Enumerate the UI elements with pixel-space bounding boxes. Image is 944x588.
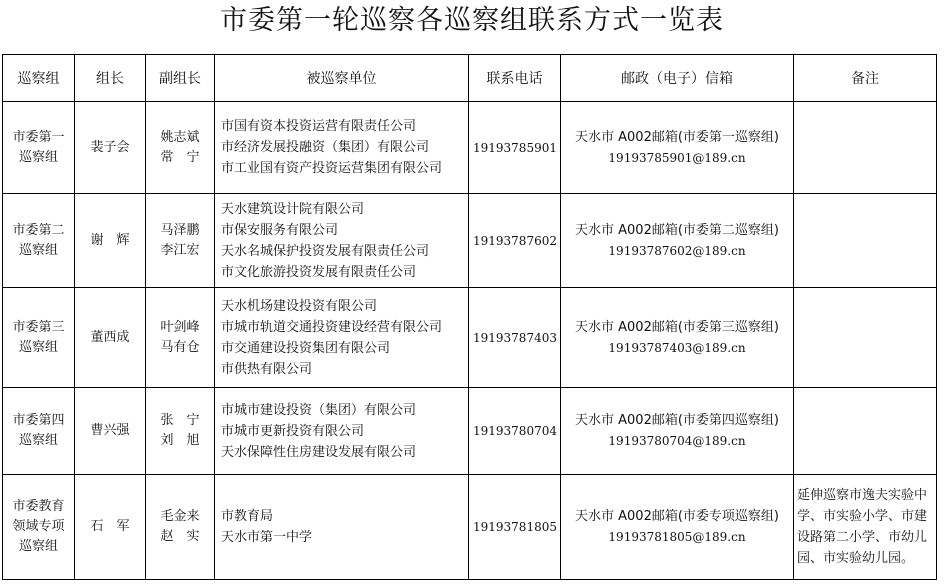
units-cell xyxy=(215,475,469,580)
unit-name: 市城市建设投资（集团）有限公司 xyxy=(221,402,417,418)
deputy-cell xyxy=(146,388,215,475)
notes-cell xyxy=(794,102,937,194)
deputy-cell xyxy=(146,288,215,388)
unit-name: 市城市更新投资有限公司 xyxy=(221,423,365,439)
leader-cell: 裴子会 xyxy=(75,102,146,194)
mail-post: 天水市 A002邮箱(市委第四巡察组) xyxy=(575,413,779,428)
deputy-name: 赵 实 xyxy=(160,529,200,544)
group-name-line: 市委第二 xyxy=(12,222,65,238)
deputy-name: 常 宁 xyxy=(160,149,200,165)
group-name-line: 领域专项 xyxy=(12,519,65,534)
header-notes: 备注 xyxy=(794,55,937,102)
group-name-line: 市委教育 xyxy=(12,499,65,514)
units-cell xyxy=(215,194,469,288)
group-cell xyxy=(3,288,75,388)
unit-name: 天水机场建设投资有限公司 xyxy=(221,298,378,314)
deputy-name: 毛金来 xyxy=(160,509,200,524)
unit-name: 市供热有限公司 xyxy=(221,361,313,377)
table-row xyxy=(3,475,937,580)
group-name-line: 巡察组 xyxy=(18,339,58,355)
unit-name: 市城市轨道交通投资建设经营有限公司 xyxy=(221,319,443,335)
table-row xyxy=(3,102,937,194)
unit-name: 市教育局 xyxy=(221,509,274,524)
phone-cell: 19193787403 xyxy=(469,288,561,388)
mail-cell xyxy=(561,475,794,580)
phone-cell: 19193787602 xyxy=(469,194,561,288)
notes-cell xyxy=(794,194,937,288)
group-name-line: 巡察组 xyxy=(18,539,58,554)
leader-cell: 曹兴强 xyxy=(75,388,146,475)
contact-table xyxy=(2,54,937,580)
phone-cell: 19193780704 xyxy=(469,388,561,475)
notes-cell xyxy=(794,288,937,388)
unit-name: 天水市第一中学 xyxy=(221,530,313,545)
mail-cell xyxy=(561,388,794,475)
group-name-line: 市委第三 xyxy=(12,319,65,335)
header-leader: 组长 xyxy=(75,55,146,102)
header-phone: 联系电话 xyxy=(469,55,561,102)
table-row xyxy=(3,194,937,288)
units-cell xyxy=(215,388,469,475)
group-cell xyxy=(3,475,75,580)
mail-post: 天水市 A002邮箱(市委第二巡察组) xyxy=(575,222,779,238)
mail-post: 天水市 A002邮箱(市委第三巡察组) xyxy=(575,319,779,335)
header-mail: 邮政（电子）信箱 xyxy=(561,55,794,102)
deputy-name: 马有仓 xyxy=(160,339,200,355)
table-row xyxy=(3,288,937,388)
deputy-name: 张 宁 xyxy=(160,413,200,428)
deputy-name: 马泽鹏 xyxy=(160,222,200,238)
unit-name: 市交通建设投资集团有限公司 xyxy=(221,340,391,356)
units-cell xyxy=(215,288,469,388)
mail-email: 19193787602@189.cn xyxy=(608,243,746,258)
group-cell xyxy=(3,194,75,288)
unit-name: 天水保障性住房建设发展有限公司 xyxy=(221,444,417,460)
deputy-cell xyxy=(146,102,215,194)
group-cell xyxy=(3,102,75,194)
deputy-name: 刘 旭 xyxy=(160,433,200,448)
header-deputy: 副组长 xyxy=(146,55,215,102)
deputy-cell xyxy=(146,194,215,288)
unit-name: 市保安服务有限公司 xyxy=(221,222,339,238)
mail-email: 19193787403@189.cn xyxy=(608,340,746,355)
deputy-name: 叶剑峰 xyxy=(160,319,200,335)
leader-cell: 董西成 xyxy=(75,288,146,388)
deputy-cell xyxy=(146,475,215,580)
unit-name: 天水建筑设计院有限公司 xyxy=(221,201,365,217)
group-name-line: 巡察组 xyxy=(18,242,58,258)
group-name-line: 市委第一 xyxy=(12,129,65,145)
mail-cell xyxy=(561,194,794,288)
notes-cell: 延伸巡察市逸夫实验中学、市实验小学、市建设路第二小学、市幼儿园、市实验幼儿园。 xyxy=(794,475,937,580)
mail-post: 天水市 A002邮箱(市委专项巡察组) xyxy=(575,509,779,524)
phone-cell: 19193781805 xyxy=(469,475,561,580)
mail-email: 19193785901@189.cn xyxy=(608,150,746,165)
deputy-name: 姚志斌 xyxy=(160,129,200,145)
header-group: 巡察组 xyxy=(3,55,75,102)
unit-name: 天水名城保护投资发展有限责任公司 xyxy=(221,243,430,259)
mail-email: 19193780704@189.cn xyxy=(608,434,746,448)
unit-name: 市国有资本投资运营有限责任公司 xyxy=(221,119,417,134)
notes-cell xyxy=(794,388,937,475)
group-name-line: 巡察组 xyxy=(18,433,58,448)
mail-cell xyxy=(561,288,794,388)
phone-cell: 19193785901 xyxy=(469,102,561,194)
leader-cell: 石 军 xyxy=(75,475,146,580)
unit-name: 市工业国有资产投资运营集团有限公司 xyxy=(221,161,443,176)
units-cell xyxy=(215,102,469,194)
table-row xyxy=(3,388,937,475)
mail-post: 天水市 A002邮箱(市委第一巡察组) xyxy=(575,129,779,145)
group-cell xyxy=(3,388,75,475)
leader-cell: 谢 辉 xyxy=(75,194,146,288)
mail-email: 19193781805@189.cn xyxy=(608,530,746,544)
group-name-line: 市委第四 xyxy=(12,413,65,428)
unit-name: 市经济发展投融资（集团）有限公司 xyxy=(221,140,430,155)
page-title: 市委第一轮巡察各巡察组联系方式一览表 xyxy=(220,5,724,36)
deputy-name: 李江宏 xyxy=(160,242,200,258)
group-name-line: 巡察组 xyxy=(18,149,58,165)
table-header-row xyxy=(3,55,937,102)
header-units: 被巡察单位 xyxy=(215,55,469,102)
unit-name: 市文化旅游投资发展有限责任公司 xyxy=(221,264,417,280)
mail-cell xyxy=(561,102,794,194)
